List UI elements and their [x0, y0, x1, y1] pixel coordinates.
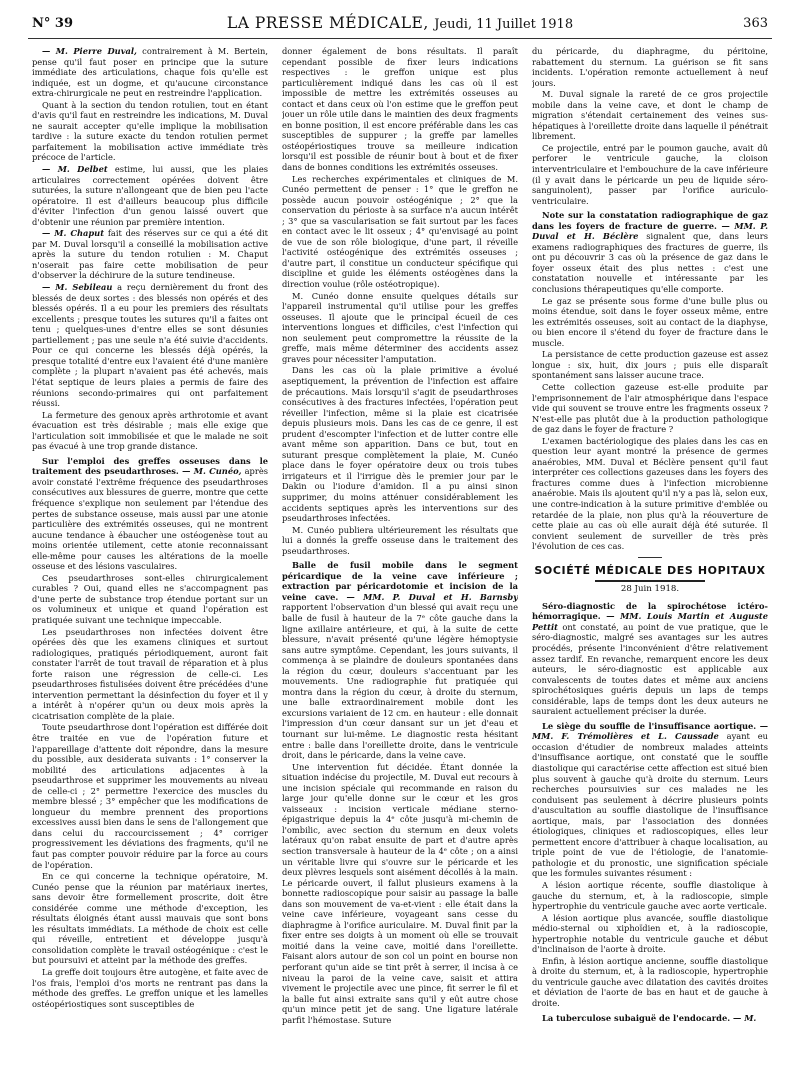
column-1 — [32, 46, 268, 1074]
header-rule — [28, 38, 772, 39]
session-date: 28 Juin 1918. — [620, 584, 680, 595]
paragraph-text: ayant eu occasion d'étudier de nombreux malades atteints d'insuffisance aortique, ont constaté que le souffle diastolique qui caractérise cette affection est situé bien plus souvent à gauche qu'à droite du sternum. Leurs recherches poursuivies sur ces malades ne les conduisent pas seulement à décrire plusieurs points d'auscultation au souffle diastolique de l'insuffisance aortique, mais, par l'association des données étiologiques, cliniques et radioscopiques, elles leur permettent encore d'attribuer à chaque localisation, au triple point de vue de l'étiologie, de l'anatomie-pathologie et du pronostic, une signification spéciale que les formules suivantes résument : — [532, 731, 768, 879]
issue-number: N° 39 — [32, 16, 73, 31]
paragraph — [532, 1013, 768, 1024]
page-header — [28, 14, 772, 34]
column-3 — [532, 46, 768, 1074]
paragraph: L'examen bactériologique des plaies dans les cas en question leur ayant montré la présence de germes anaérobies, MM. Duval et Béclère pensent qu'il faut interpréter ces collections gazeuses dans les foyers des fractures comme dues à l'infection microbienne anaérobie. Mais ils ajoutent qu'il n'y a pas là, selon eux, une contre-indication à la suture primitive d'emblée ou retardée de la plaie, non plus qu'à la réouverture de cette plaie au cas où elle aurait déjà été suturée. Il convient seulement de surveiller de très près l'évolution de ces cas. — [532, 435, 768, 552]
page-number: 363 — [743, 16, 768, 31]
section-divider — [638, 557, 662, 558]
section-heading: La tuberculose subaiguë de l'endocarde. — [542, 1012, 731, 1023]
paragraph — [32, 456, 268, 572]
author-name: — M. Pierre Duval, — [42, 46, 137, 56]
paragraph — [532, 721, 768, 879]
author-name: — MM. P. Duval et H. Béclère — [532, 220, 768, 242]
paragraph: Les recherches expérimentales et cliniques de M. Cunéo permettent de penser : 1° que le greffon ne possède aucun pouvoir ostéogénique ; 2° que la conservation du périoste à sa surface n'a aucun intérêt ; 3° que sa vascularisation se fait surtout par les faces en contact avec le lit osseux ; 4° qu'envisagé au point de vue de son rôle biologique, d'une part, il réveille l'activité ostéogénique des extrémités osseuses ; d'autre part, il constitue un conducteur spécifique qui discipline et guide les éléments ostéogènes dans la direction voulue (rôle ostéotropique). — [282, 173, 518, 290]
paragraph-text: a reçu dernièrement du front des blessés de deux sortes : des blessés non opérés et des blessés opérés. Il a eu pour les premiers des résultats excellents ; presque toutes les sutures qu'il a faites ont tenu ; quelques-unes d'entre elles se sont désunies partiellement ; pas une seule n'a été suivie d'accidents. Pour ce qui concerne les blessés déjà opérés, la presque totalité d'entre eux l'avaient été d'une manière complète ; la plupart n'avaient pas été achevés, mais l'état septique de leurs plaies a permis de faire des réunions secondo-primaires qui ont parfaitement réussi. — [32, 282, 268, 409]
journal-name: LA PRESSE MÉDICALE, — [226, 14, 435, 32]
society-rule — [595, 580, 705, 582]
paragraph: du péricarde, du diaphragme, du péritoine, rabattement du sternum. La guérison se fit sans incidents. L'opération remonte actuellement à neuf jours. — [532, 46, 768, 88]
paragraph: Le gaz se présente sous forme d'une bulle plus ou moins étendue, soit dans le foyer osseux même, entre les extrémités osseuses, soit au contact de la diaphyse, ou bien encore il s'étend du foyer de fracture dans le muscle. — [532, 295, 768, 348]
section-heading: Balle de fusil mobile dans le segment péricardique de la veine cave inférieure ; extraction par péricardotomie et incision de la veine cave. — [282, 560, 518, 602]
paragraph: Toute pseudarthrose dont l'opération est différée doit être traitée en vue de l'opération future et l'appareillage d'attente doit répondre, dans la mesure du possible, aux desiderata suivants : 1° conserver la mobilité des articulations adjacentes à la pseudarthrose et supprimer les mouvements au niveau de celle-ci ; 2° permettre l'exercice des muscles du membre blessé ; 3° empêcher que les modifications de longueur du membre prennent des proportions excessives aussi bien dans le sens de l'allongement que dans celui du raccourcissement ; 4° corriger progressivement les déviations des fragments, qu'il ne faut pas compter pouvoir réduire par la force au cours de l'opération. — [32, 722, 268, 870]
section-heading: Sur l'emploi des greffes osseuses dans le traitement des pseudarthroses. — [32, 455, 268, 477]
paragraph: Quant à la section du tendon rotulien, tout en étant d'avis qu'il faut en restreindre les indications, M. Duval ne saurait accepter qu'elle implique la mobilisation tardive : la suture exacte du tendon rotulien permet parfaitement la mobilisation active immédiate très précoce de l'article. — [32, 99, 268, 163]
paragraph — [32, 46, 268, 99]
paragraph: En ce qui concerne la technique opératoire, M. Cunéo pense que la réunion par matériaux inertes, sans devoir être formellement proscrite, doit être considérée comme une méthode d'exception, les résultats éloignés étant aussi mauvais que sont bons les résultats immédiats. La méthode de choix est celle qui réveille, entretient et développe jusqu'à consolidation complète le travail ostéogénique : c'est le but poursuivi et atteint par la méthode des greffes. — [32, 871, 268, 966]
paragraph-text: ont constaté, au point de vue pratique, que le séro-diagnostic, malgré ses avantages sur les autres procédés, présente l'inconvénient d'être relativement assez tardif. En revanche, remarquent encore les deux auteurs, le séro-diagnostic est applicable aux convalescents de toutes dates et même aux anciens spirochétosiques guéris depuis un laps de temps considérable, laps de temps dont les deux auteurs ne sauraient actuellement préciser la durée. — [532, 621, 768, 717]
paragraph — [532, 601, 768, 717]
author-name: — MM. P. Duval et H. Barnsby — [338, 591, 518, 602]
author-name: — M. Delbet — [42, 164, 108, 175]
author-name: — M. Chaput — [42, 228, 105, 239]
paragraph-text: rapportent l'observation d'un blessé qui avait reçu une balle de fusil à hauteur de la 7ᵉ côte gauche dans la ligne axillaire antérieure, et qui, à la suite de cette blessure, n'avait présenté qu'une légère hémoptysie sans autre symptôme. Cependant, les jours suivants, il commença à se plaindre de douleurs spontanées dans la région du cœur, douleurs s'accentuant par les mouvements. Une radiographie fut pratiquée qui montra dans la région du cœur, à droite du sternum, une balle extraordinairement mobile dont les excursions variaient de 12 cm. en hauteur : elle donnait l'impression d'un cœur dansant sur un jet d'eau et tournant sur lui-même. Le diagnostic resta hésitant entre : balle dans l'oreillette droite, dans le ventricule droit, dans le péricarde, dans la veine cave. — [282, 602, 518, 761]
paragraph — [282, 560, 518, 760]
author-name: — MM. Louis Martin et Auguste Pettit — [532, 611, 768, 632]
issue-date: Jeudi, 11 Juillet 1918 — [434, 17, 574, 32]
paragraph: Ces pseudarthroses sont-elles chirurgicalement curables ? Oui, quand elles ne s'accompagnent pas d'une perte de substance trop étendue portant sur un os volumineux et unique et quand l'opération est pratiquée suivant une technique impeccable. — [32, 572, 268, 625]
paragraph: Une intervention fut décidée. Étant donnée la situation indécise du projectile, M. Duval eut recours à une incision spéciale qui recommande en raison du large jour qu'elle donne sur le cœur et les gros vaisseaux : incision verticale médiane sterno-épigastrique depuis la 4ᵉ côte jusqu'à mi-chemin de l'ombilic, avec section du sternum en deux volets latéraux qu'on rabat ensuite de part et d'autre après section transversale à hauteur de la 4ᵉ côte ; on a ainsi un véritable livre qui s'ouvre sur le péricarde et les deux plèvres lesquels sont aisément décollés à la main. Le péricarde ouvert, il fallut plusieurs examens à la bonnette radioscopique pour saisir au passage la balle dans son mouvement de va-et-vient : elle était dans la veine cave inférieure, voyageant sans cesse du diaphragme à l'orifice auriculaire. M. Duval finit par la fixer entre ses doigts à un moment où elle se trouvait moitié dans la veine cave, moitié dans l'oreillette. Faisant alors autour de son col un point en bourse non perforant qu'un aide se tint prêt à serrer, il incisa à ce niveau la paroi de la veine cave, saisit et attira vivement le projectile avec une pince, fit serrer le fil et la balle fut ainsi extraite sans qu'il y eût autre chose qu'un mince petit jet de sang. Une ligature latérale parfit l'hémostase. Suture — [282, 761, 518, 1025]
paragraph: Cette collection gazeuse est-elle produite par l'emprisonnement de l'air atmosphérique dans l'espace vide qui souvent se trouve entre les fragments osseux ? N'est-elle pas plutôt due à la production pathologique de gaz dans le foyer de fracture ? — [532, 381, 768, 435]
author-name: — M. — [730, 1012, 757, 1023]
paragraph: donner également de bons résultats. Il paraît cependant possible de fixer leurs indications respectives : le greffon unique est plus particulièrement indiqué dans les cas où il est impossible de mettre les extrémités osseuses au contact et dans ceux où l'on estime que le greffon peut jouer un rôle utile dans le maintien des deux fragments en bonne position, il est encore préférable dans les cas susceptibles de suppurer ; la greffe par lamelles ostéopériostiques trouve sa meilleure indication lorsqu'il est possible de réunir bout à bout et de fixer dans de bonnes conditions les extrémités osseuses. — [282, 46, 518, 173]
paragraph — [32, 164, 268, 227]
paragraph: Les pseudarthroses non infectées doivent être opérées dès que les examens cliniques et surtout radiologiques, pratiqués périodiquement, auront fait constater l'arrêt de tout travail de réparation et à plus forte raison une régression de celle-ci. Les pseudarthroses fistulisées doivent être précédées d'une intervention permettant la désinfection du foyer et il y a intérêt à n'opérer qu'un ou deux mois après la cicatrisation complète de la plaie. — [32, 626, 268, 721]
paragraph-text: signalent que, dans leurs examens radiographiques des fractures de guerre, ils ont pu découvrir 3 cas où la présence de gaz dans le foyer osseux était des plus nettes : c'est une constatation nouvelle et intéressante par les conclusions thérapeutiques qu'elle comporte. — [532, 231, 768, 295]
paragraph — [32, 282, 268, 409]
paragraph-text: après avoir constaté l'extrême fréquence des pseudarthroses consécutives aux blessures de guerre, montre que cette fréquence s'explique non seulement par l'étendue des pertes de substance osseuse, mais aussi par une atonie particulière des extrémités osseuses, qui ne montrent aucune tendance à ébaucher une ostéogenèse tout au moins orientée utilement, cette atonie reconnaissant elle-même pour causes les altérations de la moelle osseuse et des lésions vasculaires. — [32, 466, 268, 572]
paragraph: Enfin, à lésion aortique ancienne, souffle diastolique à droite du sternum, et, à la radioscopie, hypertrophie du ventricule gauche avec dilatation des cavités droites et déviation de l'aorte de bas en haut et de gauche à droite. — [532, 955, 768, 1009]
paragraph: M. Cunéo donne ensuite quelques détails sur l'appareil instrumental qu'il utilise pour les greffes osseuses. Il ajoute que le principal écueil de ces interventions longues et difficiles, c'est l'infection qui non seulement peut compromettre la réussite de la greffe, mais même déterminer des accidents assez graves pour nécessiter l'amputation. — [282, 290, 518, 364]
section-heading: Le siège du souffle de l'insuffisance aortique. — [542, 720, 757, 731]
paragraph-text: estime, lui aussi, que les plaies articulaires correctement opérées doivent être suturées, la suture n'allongeant que de bien peu l'acte opératoire. Il est d'ailleurs beaucoup plus difficile d'éviter l'infection d'un genou laissé ouvert que d'obtenir une réunion par première intention. — [32, 164, 268, 227]
paragraph: A lésion aortique plus avancée, souffle diastolique médio-sternal ou xiphoïdien et, à la radioscopie, hypertrophie notable du ventricule gauche et début d'inclinaison de l'aorte à droite. — [532, 912, 768, 955]
paragraph — [32, 228, 268, 281]
paragraph: La greffe doit toujours être autogène, et faite avec de l'os frais, l'emploi d'os morts ne rentrant pas dans la méthode des greffes. Le greffon unique et les lamelles ostéopériostiques sont susceptibles de — [32, 967, 268, 1009]
paragraph: La fermeture des genoux après arthrotomie et avant évacuation est très désirable ; mais elle exige que l'articulation soit immobilisée et que le malade ne soit pas évacué à une trop grande distance. — [32, 409, 268, 452]
column-2 — [282, 46, 518, 1074]
paragraph-text: fait des réserves sur ce qui a été dit par M. Duval lorsqu'il a conseillé la mobilisation active après la suture du tendon rotulien : M. Chaput n'oserait pas faire cette mobilisation de peur d'observer la déchirure de la suture tendineuse. — [32, 228, 268, 281]
paragraph: Ce projectile, entré par le poumon gauche, avait dû perforer le ventricule gauche, la cloison interventriculaire et l'embouchure de la cave inférieure (il y avait dans le péricarde un peu de liquide séro-sanguinolent), passer par l'orifice auriculo-ventriculaire. — [532, 142, 768, 206]
society-title: SOCIÉTÉ MÉDICALE DES HOPITAUX — [534, 563, 766, 577]
section-heading: Note sur la constatation radiographique de gaz dans les foyers de fracture de guerre. — [532, 210, 768, 231]
paragraph: M. Duval signale la rareté de ce gros projectile mobile dans la veine cave, et dont le champ de migration s'étendait certainement des veines sus-hépatiques à l'oreillette droite dans laquelle il pénétrait librement. — [532, 89, 768, 142]
paragraph — [532, 210, 768, 294]
paragraph-text: contrairement à M. Bertein, pense qu'il faut poser en principe que la suture immédiate des articulations, chaque fois qu'elle est indiquée, est un dogme, et qu'aucune circonstance extra-chirurgicale ne peut en restreindre l'application. — [32, 46, 268, 99]
author-name: — M. Sebileau — [42, 282, 113, 293]
section-heading: Séro-diagnostic de la spirochétose ictéro-hémorragique. — [532, 600, 768, 622]
paragraph: A lésion aortique récente, souffle diastolique à gauche du sternum, et, à la radioscopie, simple hypertrophie du ventricule gauche avec aorte verticale. — [532, 880, 768, 912]
paragraph: La persistance de cette production gazeuse est assez longue : six, huit, dix jours ; puis elle disparaît spontanément sans laisser aucune trace. — [532, 349, 768, 381]
paragraph: M. Cunéo publiera ultérieurement les résultats que lui a donnés la greffe osseuse dans le traitement des pseudarthroses. — [282, 524, 518, 556]
paragraph: Dans les cas où la plaie primitive a évolué aseptiquement, la prévention de l'infection est affaire de précautions. Mais lorsqu'il s'agit de pseudarthroses consécutives à des fractures infectées, l'opération peut réveiller l'infection, même si la plaie est cicatrisée depuis plusieurs mois. Dans les cas de ce genre, il est prudent d'escompter l'infection et de lutter contre elle avant même son apparition. Dans ce but, tout en suturant presque complètement la plaie, M. Cunéo place dans le foyer opératoire deux ou trois tubes irrigateurs et il l'irrigue dès le premier jour par le Dakin ou l'iodure d'amidon. Il a pu ainsi sinon supprimer, du moins atténuer considérablement les accidents septiques après les interventions sur des pseudarthroses infectées. — [282, 365, 518, 524]
author-name: — M. Cunéo, — [178, 466, 242, 477]
author-name: — MM. F. Trémolières et L. Caussade — [532, 720, 768, 742]
journal-title — [28, 14, 772, 32]
